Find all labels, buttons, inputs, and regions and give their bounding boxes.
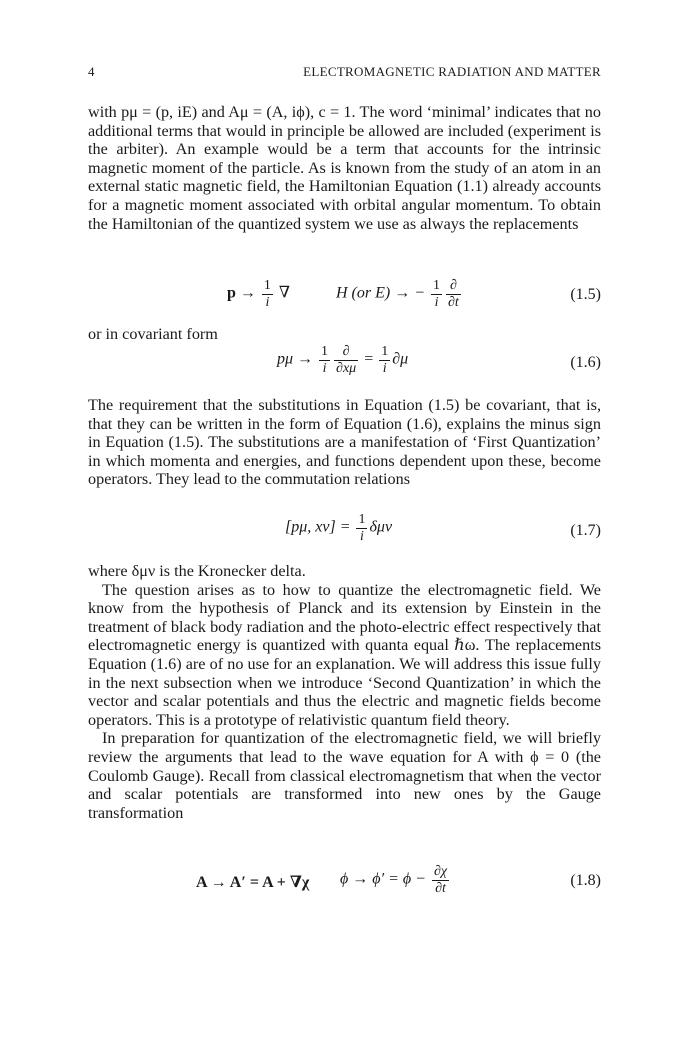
eq15-lhs2: H (or E) → − xyxy=(336,284,426,302)
eq16-frac1: $\frac{1}{i}$ xyxy=(321,344,329,376)
equation-1-7 xyxy=(88,506,601,546)
equation-1-5 xyxy=(88,268,601,308)
eq16-lhs: pμ → xyxy=(277,350,314,368)
eq15-label: (1.5) xyxy=(570,286,601,303)
eq18-lhs1: A → A′ = A + ∇χ xyxy=(196,874,310,891)
equation-1-6 xyxy=(88,338,601,378)
eq15-frac2: $\frac{1}{i}$ xyxy=(433,278,441,310)
paragraph-1: with pμ = (p, iE) and Aμ = (A, iϕ), c = 1. The word ‘minimal’ indicates that no additional terms that would in principle be allowed are included (experiment is the arbiter). An example would be a term that accounts for the intrinsic magnetic moment of the particle. As is known from the study of an atom in an external static magnetic field, the Hamiltonian Equation (1.1) already accounts for a magnetic moment associated with orbital angular momentum. To obtain the Hamiltonian of the quantized system we use as always the replacements xyxy=(88,103,601,233)
eq17-frac: $\frac{1}{i}$ xyxy=(358,512,366,544)
running-title: ELECTROMAGNETIC RADIATION AND MATTER xyxy=(303,64,601,79)
eq16-label: (1.6) xyxy=(570,354,601,371)
eq15-frac3: $\frac{\partial}{\partial t}$ xyxy=(448,278,459,310)
eq15-lhs1: p → xyxy=(227,284,256,302)
eq18-lhs2: ϕ → ϕ′ = ϕ − xyxy=(340,870,426,888)
paragraph-1-block xyxy=(88,103,601,233)
paragraph-2: The requirement that the substitutions in Equation (1.5) be covariant, that is, that they can be written in the form of Equation (1.6), explains the minus sign in Equation (1.5). The substitutions are a manifestation of ‘First Quantization’ in which momenta and energies, and functions dependent upon these, become operators. They lead to the commutation relations xyxy=(88,396,601,489)
eq18-label: (1.8) xyxy=(570,872,601,889)
eq16-equals: = xyxy=(364,350,374,368)
eq15-nabla: ∇ xyxy=(278,284,291,302)
eq16-frac2: $\frac{\partial}{\partial x\mu}$ xyxy=(336,344,357,376)
eq15-frac1: $\frac{1}{i}$ xyxy=(263,278,271,310)
paragraph-5: In preparation for quantization of the electromagnetic field, we will briefly review the arguments that lead to the wave equation for A with ϕ = 0 (the Coulomb Gauge). Recall from classical electromagnetism that when the vector and scalar potentials are transformed into new ones by the Gauge transformation xyxy=(88,729,601,822)
covariant-intro: or in covariant form xyxy=(88,325,218,343)
eq18-frac: $\frac{\partial\chi}{\partial t}$ xyxy=(433,864,448,896)
equation-1-8 xyxy=(88,862,601,902)
page-number: 4 xyxy=(88,64,95,79)
eq16-frac3: $\frac{1}{i}$ xyxy=(381,344,389,376)
paragraph-2-block xyxy=(88,396,601,489)
eq17-label: (1.7) xyxy=(570,522,601,539)
eq17-tail: δμν xyxy=(369,518,393,536)
paragraph-4: The question arises as to how to quantize the electromagnetic field. We know from the hypothesis of Planck and its extension by Einstein in the treatment of black body radiation and the photo-electric effect respectively that electromagnetic energy is quantized with quanta equal ℏω. The replacements Equation (1.6) are of no use for an explanation. We will address this issue fully in the next subsection when we introduce ‘Second Quantization’ in which the vector and scalar potentials and thus the electric and magnetic fields become operators. This is a prototype of relativistic quantum field theory. xyxy=(88,580,601,729)
eq17-lhs: [pμ, xν] = xyxy=(285,518,351,536)
paragraph-3: where δμν is the Kronecker delta. xyxy=(88,562,306,580)
running-header xyxy=(88,64,601,84)
eq16-tail: ∂μ xyxy=(392,350,409,368)
text-block-3 xyxy=(88,562,601,822)
